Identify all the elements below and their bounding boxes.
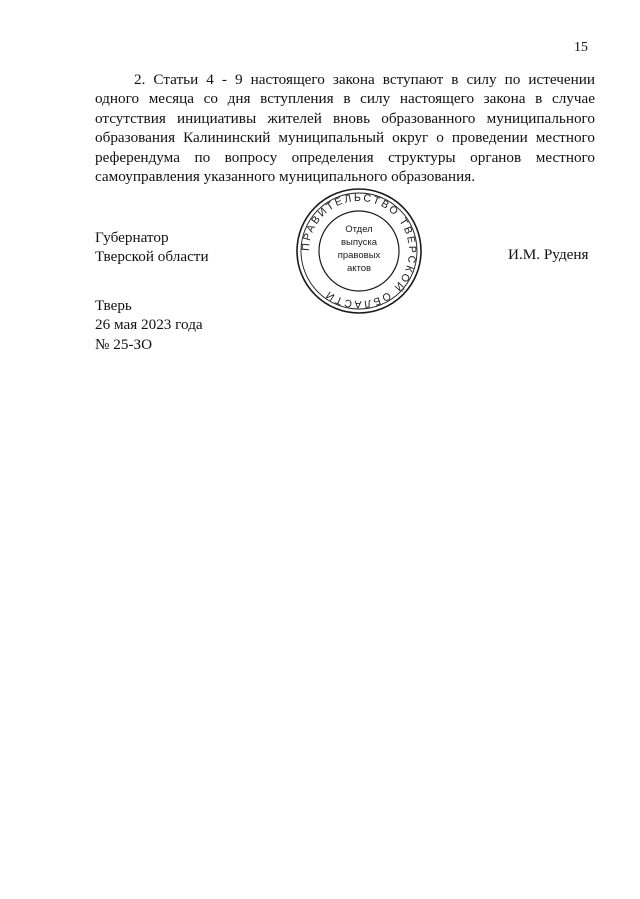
signature-name: И.М. Руденя (508, 246, 589, 263)
footer-date: 26 мая 2023 года (95, 316, 203, 334)
footer-block (95, 296, 203, 354)
stamp-center-line1: Отдел (345, 224, 373, 235)
signature-title-line2: Тверской области (95, 248, 209, 266)
page-number: 15 (574, 40, 588, 55)
stamp-center-line4: актов (346, 263, 372, 274)
signature-title-line1: Губернатор (95, 229, 169, 246)
stamp-ring-textpath: ПРАВИТЕЛЬСТВО ТВЕРСКОЙ ОБЛАСТИ (299, 191, 419, 311)
footer-city: Тверь (95, 297, 132, 314)
stamp-center-line2: выпуска (340, 237, 378, 248)
body-paragraph: 2. Статьи 4 - 9 настоящего закона вступают в силу по истечении одного месяца со дня вступления в силу настоящего закона в случае отсутствия инициативы жителей вновь образованного муниципального образования Калининский муниципальный округ о проведении местного референдума по вопросу определения структуры органов местного самоуправления указанного муниципального образования. (95, 71, 595, 186)
signature-block-left (95, 228, 209, 267)
official-stamp (295, 187, 423, 315)
footer-law-number: № 25-ЗО (95, 335, 153, 353)
stamp-center-line3: правовых (337, 250, 381, 261)
